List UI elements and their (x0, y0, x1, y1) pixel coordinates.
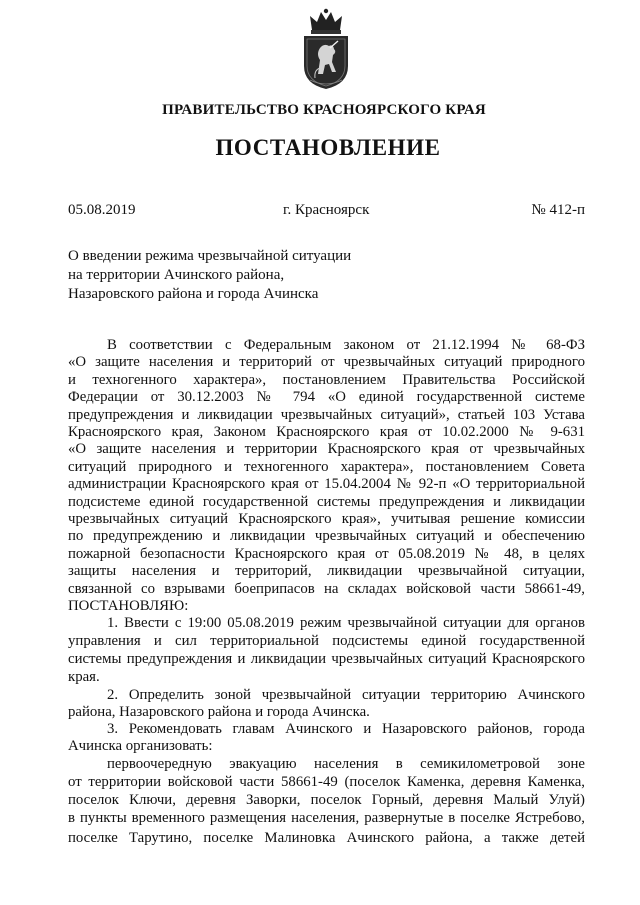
subject-line: на территории Ачинского района, (68, 267, 285, 283)
subject-line: О введении режима чрезвычайной ситуации (68, 248, 352, 264)
body-line: ситуаций природного и техногенного характера», постановлением Совета (68, 459, 585, 475)
document-type-title: ПОСТАНОВЛЕНИЕ (215, 135, 441, 160)
subject-line: Назаровского района и города Ачинска (68, 286, 319, 302)
government-title: ПРАВИТЕЛЬСТВО КРАСНОЯРСКОГО КРАЯ (162, 102, 486, 118)
body-line: Ачинска организовать: (68, 738, 213, 754)
body-line: управления и сил территориальной подсистемы единой государственной (68, 633, 585, 649)
body-line: и техногенного характера», постановлением Правительства Российской (68, 372, 585, 388)
body-line: Красноярского края, Законом Красноярского края от 10.02.2000 № 9-631 (68, 424, 585, 440)
body-line: района, Назаровского района и города Ачинска. (68, 704, 370, 720)
body-line: системы предупреждения и ликвидации чрезвычайных ситуаций Красноярского (68, 651, 585, 667)
body-line: Федерации от 30.12.2003 № 794 «О единой государственной системе (68, 389, 585, 405)
body-line: «О защите населения и территорий от чрезвычайных ситуаций природного (68, 354, 585, 370)
body-line: 3. Рекомендовать главам Ачинского и Назаровского районов, города (107, 721, 585, 737)
document-city: г. Красноярск (283, 202, 370, 218)
body-line: 2. Определить зоной чрезвычайной ситуации территорию Ачинского (107, 687, 585, 703)
decree-keyword: ПОСТАНОВЛЯЮ: (68, 598, 189, 614)
body-line: предупреждения и ликвидации чрезвычайных ситуаций», статьей 103 Устава (68, 407, 585, 423)
body-line: поселок Ключи, деревня Заворки, поселок Горный, деревня Малый Улуй) (68, 792, 585, 808)
body-line: первоочередную эвакуацию населения в семикилометровой зоне (107, 756, 585, 772)
body-line: администрации Красноярского края от 15.04.2004 № 92-п «О территориальной (68, 476, 585, 492)
body-line: подсистеме единой государственной системы предупреждения и ликвидации (68, 494, 585, 510)
body-line: в пункты временного размещения населения, развернутые в поселке Ястребово, (68, 810, 585, 826)
body-line: 1. Ввести с 19:00 05.08.2019 режим чрезвычайной ситуации для органов (107, 615, 585, 631)
body-line: от территории войсковой части 58661-49 (поселок Каменка, деревня Каменка, (68, 774, 585, 790)
coat-of-arms-icon (300, 8, 352, 90)
body-line: связанной со взрывами боеприпасов на складах войсковой части 58661-49, (68, 581, 585, 597)
body-line: защиты населения и территорий, ликвидации чрезвычайной ситуации, (68, 563, 585, 579)
body-line: по предупреждению и ликвидации чрезвычайных ситуаций и обеспечению (68, 528, 585, 544)
body-line: В соответствии с Федеральным законом от 21.12.1994 № 68-ФЗ (107, 337, 585, 353)
body-line: поселке Тарутино, поселке Малиновка Ачинского района, а также детей (68, 830, 585, 846)
body-line: чрезвычайных ситуаций Красноярского края», учитывая решение комиссии (68, 511, 585, 527)
body-line: пожарной безопасности Красноярского края от 05.08.2019 № 48, в целях (68, 546, 585, 562)
body-line: «О защите населения и территории Красноярского края от чрезвычайных (68, 441, 585, 457)
document-number: № 412-п (531, 202, 585, 218)
document-date: 05.08.2019 (68, 202, 136, 218)
body-line: края. (68, 669, 100, 685)
